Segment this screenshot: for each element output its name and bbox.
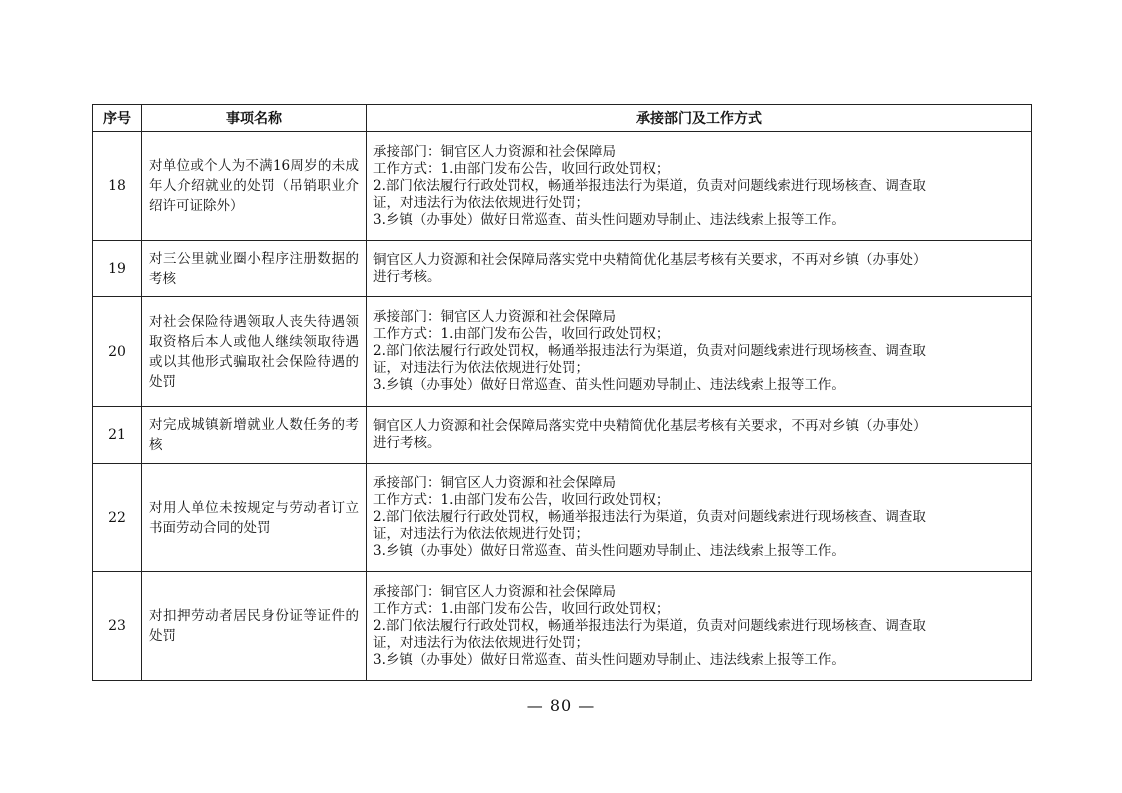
row-department-method: [367, 241, 1032, 297]
method-line: 2.部门依法履行行政处罚权，畅通举报违法行为渠道，负责对问题线索进行现场核查、调查取: [373, 177, 926, 194]
table-row: [93, 297, 1032, 407]
row-department-method: [367, 464, 1032, 572]
page-number: — 80 —: [526, 696, 596, 715]
row-item-name: 对完成城镇新增就业人数任务的考核: [142, 407, 367, 464]
table-row: [93, 241, 1032, 297]
method-line: 3.乡镇（办事处）做好日常巡查、苗头性问题劝导制止、违法线索上报等工作。: [373, 651, 845, 668]
method-line: 承接部门：铜官区人力资源和社会保障局: [373, 143, 616, 160]
row-item-name: 对用人单位未按规定与劳动者订立书面劳动合同的处罚: [142, 464, 367, 572]
row-serial-number: 21: [93, 407, 142, 464]
matters-table: [92, 104, 1032, 681]
method-line: 工作方式：1.由部门发布公告，收回行政处罚权；: [373, 326, 670, 342]
method-line: 铜官区人力资源和社会保障局落实党中央精简优化基层考核有关要求，不再对乡镇（办事处）: [373, 418, 927, 434]
row-department-method: [367, 132, 1032, 241]
table-row: [93, 407, 1032, 464]
row-serial-number: 19: [93, 241, 142, 297]
table-row: [93, 572, 1032, 681]
method-line: 工作方式：1.由部门发布公告，收回行政处罚权；: [373, 600, 670, 617]
method-line: 3.乡镇（办事处）做好日常巡查、苗头性问题劝导制止、违法线索上报等工作。: [373, 377, 845, 393]
method-line: 进行考核。: [373, 435, 441, 451]
method-line: 工作方式：1.由部门发布公告，收回行政处罚权；: [373, 160, 670, 177]
header-serial-number: 序号: [93, 105, 142, 132]
row-department-method: [367, 572, 1032, 681]
row-item-name: 对单位或个人为不满16周岁的未成年人介绍就业的处罚（吊销职业介绍许可证除外）: [142, 132, 367, 241]
row-serial-number: 20: [93, 297, 142, 407]
method-line: 3.乡镇（办事处）做好日常巡查、苗头性问题劝导制止、违法线索上报等工作。: [373, 211, 845, 228]
table-row: [93, 464, 1032, 572]
row-serial-number: 22: [93, 464, 142, 572]
method-line: 承接部门：铜官区人力资源和社会保障局: [373, 475, 616, 491]
table-header-row: [93, 105, 1032, 132]
row-serial-number: 23: [93, 572, 142, 681]
row-item-name: 对三公里就业圈小程序注册数据的考核: [142, 241, 367, 297]
row-department-method: [367, 407, 1032, 464]
method-line: 3.乡镇（办事处）做好日常巡查、苗头性问题劝导制止、违法线索上报等工作。: [373, 543, 845, 559]
method-line: 证，对违法行为依法依规进行处罚；: [373, 634, 589, 651]
method-line: 工作方式：1.由部门发布公告，收回行政处罚权；: [373, 492, 670, 508]
method-line: 证，对违法行为依法依规进行处罚；: [373, 360, 589, 376]
header-item-name: 事项名称: [142, 105, 367, 132]
method-line: 承接部门：铜官区人力资源和社会保障局: [373, 583, 616, 600]
method-line: 2.部门依法履行行政处罚权，畅通举报违法行为渠道，负责对问题线索进行现场核查、调查取: [373, 617, 926, 634]
method-line: 进行考核。: [373, 268, 441, 285]
row-item-name: 对社会保险待遇领取人丧失待遇领取资格后本人或他人继续领取待遇或以其他形式骗取社会保险待遇的处罚: [142, 297, 367, 407]
method-line: 2.部门依法履行行政处罚权，畅通举报违法行为渠道，负责对问题线索进行现场核查、调查取: [373, 343, 926, 359]
method-line: 承接部门：铜官区人力资源和社会保障局: [373, 309, 616, 325]
row-department-method: [367, 297, 1032, 407]
row-serial-number: 18: [93, 132, 142, 241]
header-department-method: 承接部门及工作方式: [367, 105, 1032, 132]
table-row: [93, 132, 1032, 241]
method-line: 2.部门依法履行行政处罚权，畅通举报违法行为渠道，负责对问题线索进行现场核查、调查取: [373, 509, 926, 525]
method-line: 证，对违法行为依法依规进行处罚；: [373, 526, 589, 542]
method-line: 证，对违法行为依法依规进行处罚；: [373, 194, 589, 211]
row-item-name: 对扣押劳动者居民身份证等证件的处罚: [142, 572, 367, 681]
method-line: 铜官区人力资源和社会保障局落实党中央精简优化基层考核有关要求，不再对乡镇（办事处）: [373, 251, 927, 268]
